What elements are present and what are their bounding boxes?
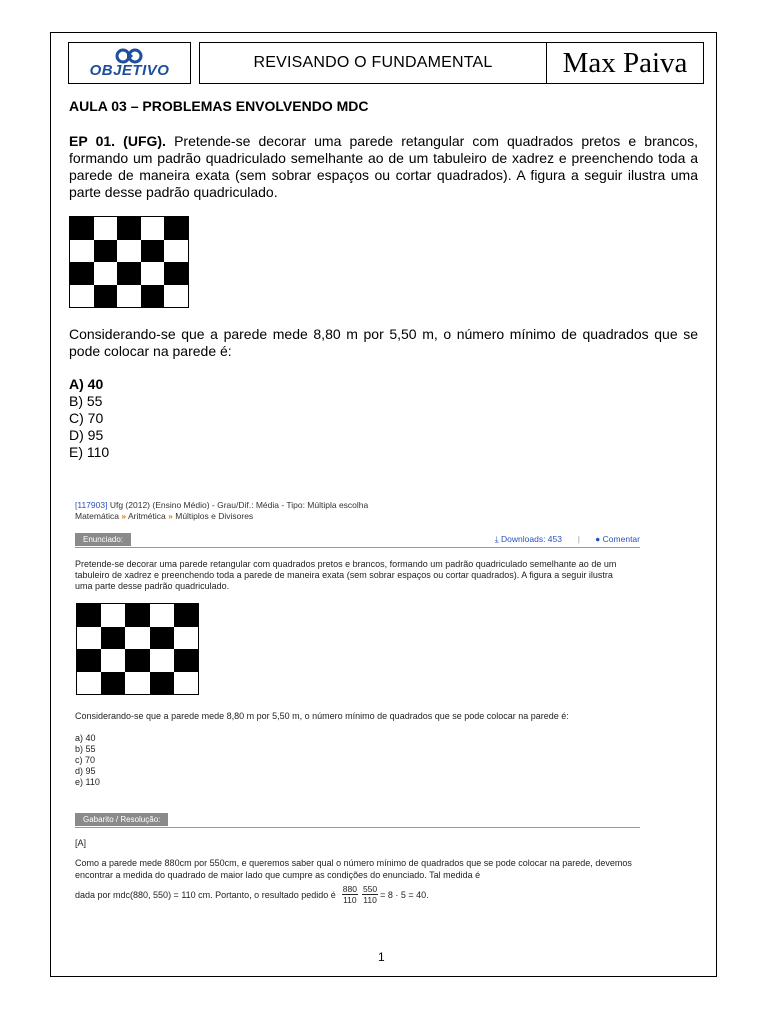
fraction-2-numerator: 550	[362, 884, 378, 894]
board-square	[77, 649, 101, 672]
header-title: REVISANDO O FUNDAMENTAL	[199, 42, 547, 84]
board-square	[94, 240, 118, 263]
board-square	[117, 262, 141, 285]
option-a: A) 40	[69, 376, 104, 392]
logo-text: OBJETIVO	[89, 61, 170, 79]
downloads-count: Downloads: 453	[501, 534, 562, 544]
lesson-title: AULA 03 – PROBLEMAS ENVOLVENDO MDC	[69, 98, 369, 114]
board-square	[125, 604, 149, 627]
fraction-1-denominator: 110	[343, 895, 357, 905]
crumb-matematica[interactable]: Matemática	[75, 511, 119, 521]
board-square	[70, 262, 94, 285]
board-square	[150, 627, 174, 650]
exercise-question: Considerando-se que a parede mede 8,80 m por 5,50 m, o número mínimo de quadrados que se pode colocar na parede é:	[69, 326, 698, 359]
board-square	[164, 262, 188, 285]
question-meta-text: Ufg (2012) (Ensino Médio) - Grau/Dif.: Média - Tipo: Múltipla escolha	[109, 500, 369, 510]
option-c: C) 70	[69, 410, 104, 426]
embedded-option-c: c) 70	[75, 755, 96, 765]
option-e: E) 110	[69, 444, 110, 460]
gabarito-tab: Gabarito / Resolução:	[75, 813, 168, 826]
board-square	[70, 217, 94, 240]
resolution-formula-text: dada por mdc(880, 550) = 110 cm. Portanto, o resultado pedido é	[75, 889, 336, 900]
option-d: D) 95	[69, 427, 104, 443]
resolution-result: = 8 · 5 = 40.	[380, 889, 429, 900]
resolution-formula	[75, 884, 429, 905]
embedded-option-e: e) 110	[75, 777, 100, 787]
chevron-right-icon: »	[168, 511, 173, 521]
board-square	[141, 285, 165, 308]
crumb-aritmetica[interactable]: Aritmética	[127, 511, 166, 521]
fraction-1-numerator: 880	[342, 884, 357, 894]
board-square	[77, 604, 101, 627]
fraction-1	[342, 884, 358, 905]
topic-breadcrumb	[75, 511, 253, 521]
board-square	[164, 217, 188, 240]
chevron-right-icon: »	[121, 511, 127, 521]
board-square	[150, 672, 174, 695]
board-square	[101, 627, 125, 650]
embedded-checkerboard-figure	[76, 603, 199, 695]
board-square	[101, 672, 125, 695]
question-meta	[75, 500, 368, 510]
board-square	[174, 649, 198, 672]
objetivo-logo	[68, 42, 191, 84]
embedded-question: Considerando-se que a parede mede 8,80 m por 5,50 m, o número mínimo de quadrados que se pode colocar na parede é:	[75, 711, 569, 721]
board-square	[174, 604, 198, 627]
question-id-link[interactable]: [117903]	[75, 500, 108, 510]
embedded-option-d: d) 95	[75, 766, 96, 776]
answer-options	[69, 376, 109, 461]
board-square	[94, 285, 118, 308]
exercise-statement	[69, 133, 698, 201]
fraction-2-denominator: 110	[363, 895, 377, 905]
exercise-statement-text: Pretende-se decorar uma parede retangular com quadrados pretos e brancos, formando um padrão quadriculado semelhante ao de um tabuleiro de xadrez e preenchendo toda a parede de maneira exata (sem sobrar espaços ou cortar quadrados). A figura a seguir ilustra uma parte desse padrão quadriculado.	[69, 133, 698, 200]
separator: |	[577, 534, 580, 544]
resolution-text: Como a parede mede 880cm por 550cm, e queremos saber qual o número mínimo de quadrados que se pode colocar na parede, devemos encontrar a medida do quadrado de maior lado que cumpre as condições do enunciado. Tal medida é	[75, 858, 632, 880]
option-b: B) 55	[69, 393, 103, 409]
crumb-multiplos[interactable]: Múltiplos e Divisores	[175, 511, 254, 521]
embedded-options	[75, 733, 100, 788]
gabarito-bar	[75, 813, 640, 828]
embedded-option-b: b) 55	[75, 744, 96, 754]
exercise-label: EP 01. (UFG).	[69, 133, 166, 149]
page-number: 1	[378, 950, 385, 964]
enunciado-bar	[75, 533, 640, 548]
comment-bubble-icon: ●	[595, 534, 601, 544]
embedded-option-a: a) 40	[75, 733, 96, 743]
comment-label: Comentar	[602, 534, 640, 544]
checkerboard-figure	[69, 216, 189, 308]
board-square	[141, 240, 165, 263]
downloads-link[interactable]	[495, 534, 562, 545]
fraction-2	[362, 884, 378, 905]
embedded-statement: Pretende-se decorar uma parede retangular com quadrados pretos e brancos, formando um padrão quadriculado semelhante ao de um tabuleiro de xadrez e preenchendo toda a parede de maneira exata (sem sobrar espaços ou cortar quadrados). A figura a seguir ilustra uma parte desse padrão quadriculado.	[75, 559, 617, 591]
header-author: Max Paiva	[546, 42, 704, 84]
board-square	[117, 217, 141, 240]
board-square	[125, 649, 149, 672]
embedded-answer: [A]	[75, 838, 87, 848]
download-icon: ⤓	[494, 534, 499, 544]
comment-link[interactable]	[595, 534, 640, 544]
enunciado-tab: Enunciado:	[75, 533, 131, 546]
